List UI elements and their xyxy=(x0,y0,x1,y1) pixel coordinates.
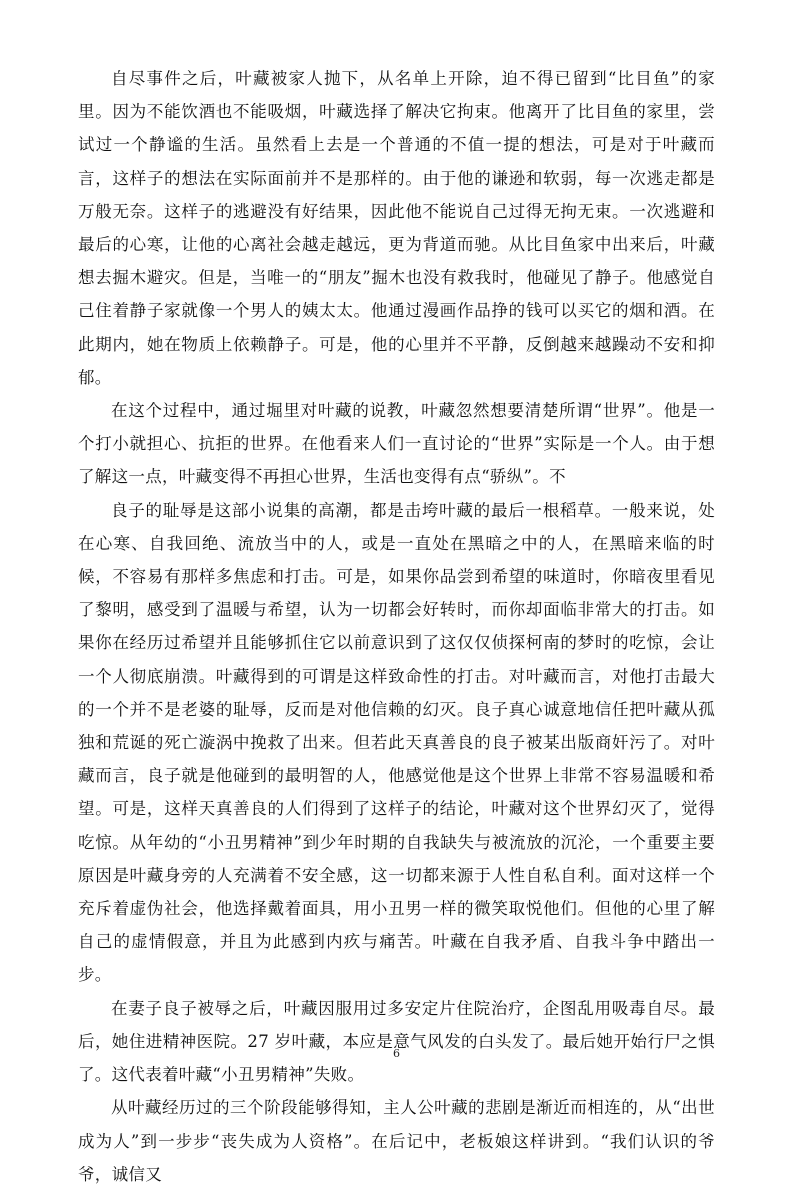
paragraph-2: 在这个过程中，通过堀里对叶藏的说教，叶藏忽然想要清楚所谓“世界”。他是一个打小就担心、抗拒的世界。在他看来人们一直讨论的“世界”实际是一个人。由于想了解这一点，叶藏变得不再担心世界，生活也变得有点“骄纵”。不 xyxy=(78,401,715,487)
paragraph-5: 从叶藏经历过的三个阶段能够得知，主人公叶藏的悲剧是渐近而相连的，从“出世成为人”到一步步“丧失成为人资格”。在后记中，老板娘这样讲到。“我们认识的爷爷，诚信又 xyxy=(78,1098,715,1184)
page-number: 6 xyxy=(393,1047,400,1060)
document-body xyxy=(78,62,715,1191)
paragraph-1: 自尽事件之后，叶藏被家人抛下，从名单上开除，迫不得已留到“比目鱼”的家里。因为不能饮酒也不能吸烟，叶藏选择了解决它拘束。他离开了比目鱼的家里，尝试过一个静谧的生活。虽然看上去是一个普通的不值一提的想法，可是对于叶藏而言，这样子的想法在实际面前并不是那样的。由于他的谦逊和软弱，每一次逃走都是万般无奈。这样子的逃避没有好结果，因此他不能说自己过得无拘无束。一次逃避和最后的心寒，让他的心离社会越走越远，更为背道而驰。从比目鱼家中出来后，叶藏想去掘木避灾。但是，当唯一的“朋友”掘木也没有救我时，他碰见了静子。他感觉自己住着静子家就像一个男人的姨太太。他通过漫画作品挣的钱可以买它的烟和酒。在此期内，她在物质上依赖静子。可是，他的心里并不平静，反倒越来越躁动不安和抑郁。 xyxy=(78,69,715,387)
paragraph-4: 在妻子良子被辱之后，叶藏因服用过多安定片住院治疗，企图乱用吸毒自尽。最后，她住进精神医院。27 岁叶藏，本应是意气风发的白头发了。最后她开始行尸之惧了。这代表着叶藏“小丑男精神”失败。 xyxy=(78,998,715,1085)
paragraph-3: 良子的耻辱是这部小说集的高潮，都是击垮叶藏的最后一根稻草。一般来说，处在心寒、自我回绝、流放当中的人，或是一直处在黑暗之中的人，在黑暗来临的时候，不容易有那样多焦虑和打击。可是，如果你品尝到希望的味道时，你暗夜里看见了黎明，感受到了温暖与希望，认为一切都会好转时，而你却面临非常大的打击。如果你在经历过希望并且能够抓住它以前意识到了这仅仅侦探柯南的梦时的吃惊，会让一个人彻底崩溃。叶藏得到的可谓是这样致命性的打击。对叶藏而言，对他打击最大的一个并不是老婆的耻辱，反而是对他信赖的幻灭。良子真心诚意地信任把叶藏从孤独和荒诞的死亡漩涡中挽救了出来。但若此天真善良的良子被某出版商奸污了。对叶藏而言，良子就是他碰到的最明智的人，他感觉他是这个世界上非常不容易温暖和希望。可是，这样天真善良的人们得到了这样子的结论，叶藏对这个世界幻灭了，觉得吃惊。从年幼的“小丑男精神”到少年时期的自我缺失与被流放的沉沦，一个重要主要原因是叶藏身旁的人充满着不安全感，这一切都来源于人性自私自利。面对这样一个充斥着虚伪社会，他选择戴着面具，用小丑男一样的微笑取悦他们。但他的心里了解自己的虚情假意，并且为此感到内疚与痛苦。叶藏在自我矛盾、自我斗争中踏出一步。 xyxy=(78,500,715,985)
